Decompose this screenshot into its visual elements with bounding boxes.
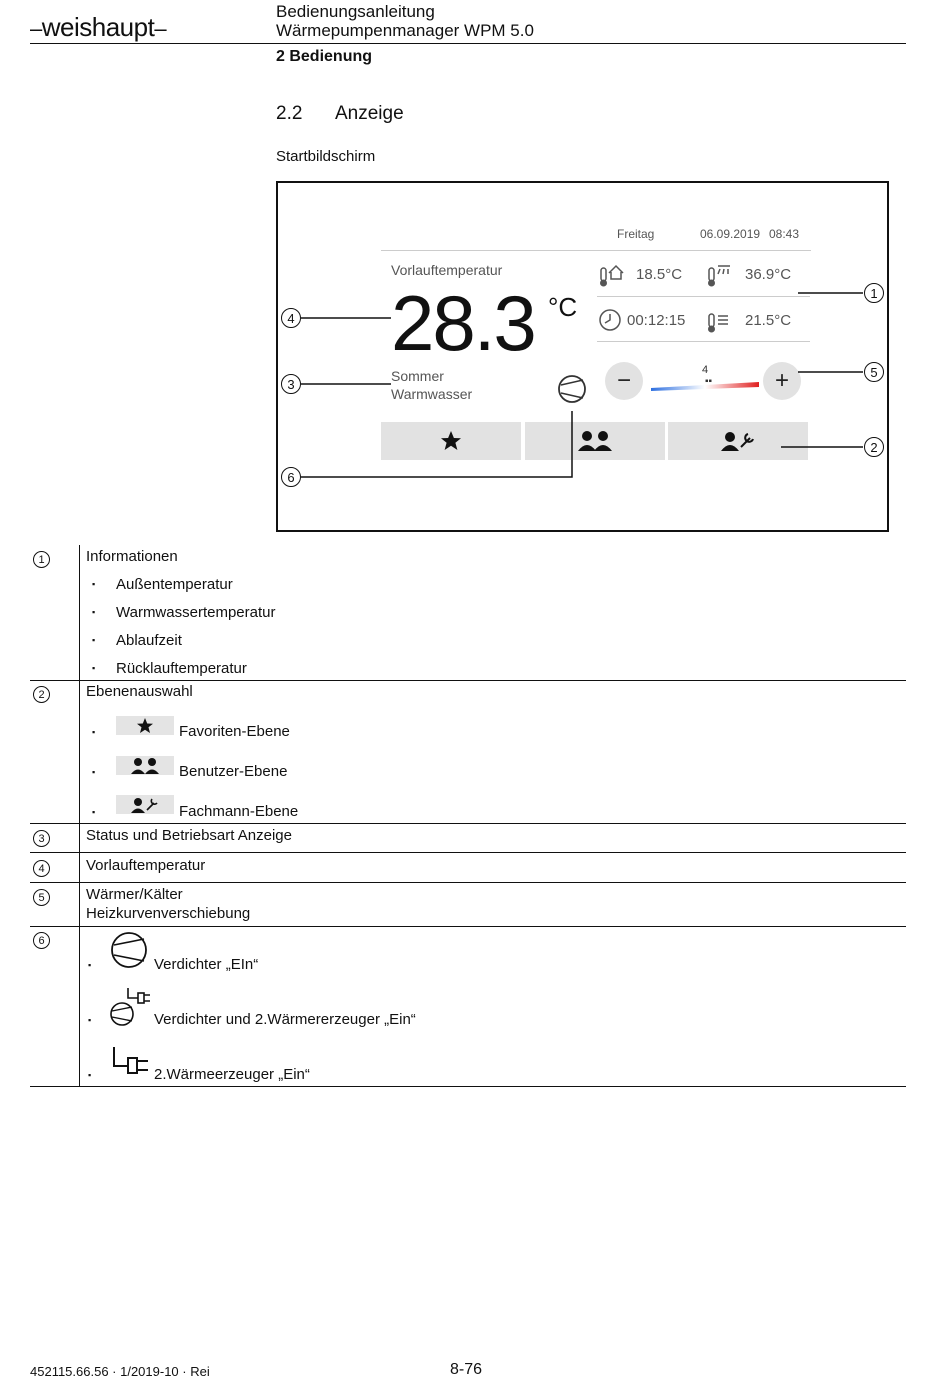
compressor-and-generator-icon	[110, 984, 154, 1028]
legend-column-divider	[79, 545, 80, 1086]
bullet: ▪	[92, 663, 96, 673]
legend-title-2: Ebenenauswahl	[86, 683, 193, 700]
legend-title-5: Wärmer/Kälter	[86, 886, 183, 903]
legend-num-4: 4	[33, 860, 50, 877]
legend-num-2: 2	[33, 686, 50, 703]
flow-value: 28.3	[391, 279, 535, 367]
bullet: ▪	[92, 807, 96, 817]
bullet: ▪	[92, 579, 96, 589]
header-rule	[30, 43, 906, 44]
star-icon	[136, 717, 154, 735]
runtime-value: 00:12:15	[627, 312, 686, 329]
table-rule	[30, 1086, 906, 1087]
status-operation: Warmwasser	[391, 386, 473, 402]
callout-2: 2	[864, 437, 884, 457]
outside-temp-value: 18.5°C	[636, 266, 683, 283]
favorites-level-icon	[116, 716, 174, 735]
compressor-icon	[110, 931, 150, 971]
section-title: 2 Bedienung	[276, 48, 373, 65]
screen-day: Freitag	[617, 227, 655, 241]
callout-1: 1	[864, 283, 884, 303]
heading-number: 2.2	[276, 103, 303, 124]
legend-item: Außentemperatur	[116, 576, 233, 593]
bullet: ▪	[88, 1070, 92, 1080]
bullet: ▪	[88, 960, 92, 970]
weishaupt-logo: –weishaupt–	[30, 12, 167, 42]
bullet: ▪	[92, 767, 96, 777]
expert-level-icon	[116, 795, 174, 814]
legend-item: Warmwassertemperatur	[116, 604, 276, 621]
legend-num-1: 1	[33, 551, 50, 568]
legend-title-1: Informationen	[86, 548, 178, 565]
legend-num-5: 5	[33, 889, 50, 906]
bullet: ▪	[92, 635, 96, 645]
legend-item: Favoriten-Ebene	[179, 723, 290, 740]
return-temp-value: 21.5°C	[745, 312, 792, 329]
bullet: ▪	[88, 1015, 92, 1025]
flow-label: Vorlauftemperatur	[391, 262, 503, 278]
legend-num-3: 3	[33, 830, 50, 847]
callout-5: 5	[864, 362, 884, 382]
callout-6: 6	[281, 467, 301, 487]
table-rule	[30, 680, 906, 681]
table-rule	[30, 852, 906, 853]
bullet: ▪	[92, 607, 96, 617]
curve-marker: ▪▪	[705, 376, 713, 387]
users-icon	[130, 757, 160, 775]
service-icon	[130, 796, 160, 814]
legend-title-5b: Heizkurvenverschiebung	[86, 905, 251, 922]
legend-item: Benutzer-Ebene	[179, 763, 288, 780]
footer-doc-number: 452115.66.56 · 1/2019-10 · Rei	[30, 1364, 210, 1379]
curve-value: 4	[702, 364, 709, 376]
flow-unit: °C	[548, 292, 578, 322]
table-rule	[30, 882, 906, 883]
legend-item: Verdichter „EIn“	[154, 956, 259, 973]
callout-lines	[276, 181, 889, 532]
screen-date: 06.09.2019	[700, 227, 761, 241]
table-rule	[30, 823, 906, 824]
doc-title: Bedienungsanleitung	[276, 2, 435, 21]
doc-subtitle: Wärmepumpenmanager WPM 5.0	[276, 21, 534, 40]
legend-item: Ablaufzeit	[116, 632, 182, 649]
legend-item: Verdichter und 2.Wärmererzeuger „Ein“	[154, 1011, 416, 1028]
minus-button[interactable]: −	[605, 362, 643, 400]
table-rule	[30, 926, 906, 927]
legend-item: Fachmann-Ebene	[179, 803, 299, 820]
plus-button[interactable]: +	[763, 362, 801, 400]
legend-title-4: Vorlauftemperatur	[86, 857, 206, 874]
legend-item: Rücklauftemperatur	[116, 660, 247, 677]
heading-title: Anzeige	[335, 103, 404, 124]
subheading: Startbildschirm	[276, 148, 376, 165]
dhw-temp-value: 36.9°C	[745, 266, 792, 283]
generator-plug-icon	[110, 1044, 152, 1078]
callout-4: 4	[281, 308, 301, 328]
bullet: ▪	[92, 727, 96, 737]
screen-time: 08:43	[769, 227, 800, 241]
footer-page-number: 8-76	[450, 1361, 483, 1378]
user-level-icon	[116, 756, 174, 775]
status-mode: Sommer	[391, 368, 444, 384]
legend-item: 2.Wärmeerzeuger „Ein“	[154, 1066, 310, 1083]
callout-3: 3	[281, 374, 301, 394]
legend-title-3: Status und Betriebsart Anzeige	[86, 827, 292, 844]
legend-num-6: 6	[33, 932, 50, 949]
